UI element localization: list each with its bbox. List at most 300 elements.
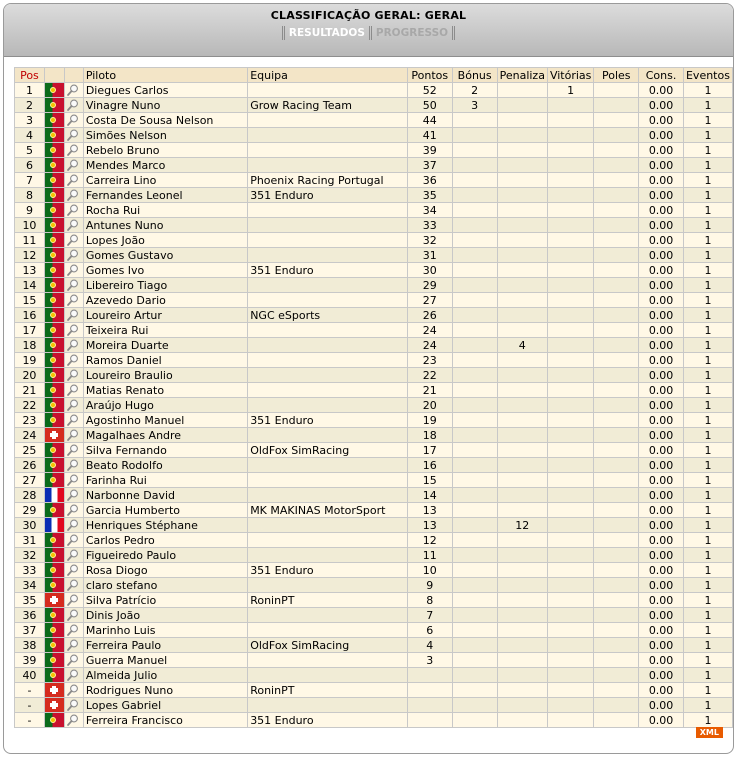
cell-equipa xyxy=(248,668,408,683)
flag-cell xyxy=(44,518,64,533)
cell-poles xyxy=(594,593,639,608)
cell-vitorias xyxy=(547,698,593,713)
driver-profile-icon[interactable] xyxy=(65,398,81,412)
table-row xyxy=(15,248,733,263)
profile-cell xyxy=(64,413,83,428)
flag-pt-icon xyxy=(45,548,64,562)
driver-profile-icon[interactable] xyxy=(65,428,81,442)
col-header-pos[interactable]: Pos xyxy=(15,68,45,83)
cell-poles xyxy=(594,653,639,668)
cell-penaliza xyxy=(497,233,547,248)
table-row xyxy=(15,113,733,128)
driver-profile-icon[interactable] xyxy=(65,128,81,142)
flag-cell xyxy=(44,698,64,713)
cell-bonus xyxy=(452,428,497,443)
cell-cons: 0.00 xyxy=(639,188,684,203)
cell-pos: - xyxy=(15,698,45,713)
cell-equipa: NGC eSports xyxy=(248,308,408,323)
driver-profile-icon[interactable] xyxy=(65,443,81,457)
driver-profile-icon[interactable] xyxy=(65,698,81,712)
table-row xyxy=(15,98,733,113)
cell-poles xyxy=(594,248,639,263)
tab-progresso[interactable]: PROGRESSO xyxy=(369,26,455,40)
driver-profile-icon[interactable] xyxy=(65,503,81,517)
driver-profile-icon[interactable] xyxy=(65,338,81,352)
flag-pt-icon xyxy=(45,623,64,637)
cell-poles xyxy=(594,503,639,518)
cell-pos: 40 xyxy=(15,668,45,683)
cell-pos: 4 xyxy=(15,128,45,143)
cell-vitorias xyxy=(547,308,593,323)
cell-penaliza xyxy=(497,173,547,188)
cell-eventos: 1 xyxy=(683,548,732,563)
cell-poles xyxy=(594,608,639,623)
cell-piloto[interactable]: Ramos Daniel xyxy=(83,353,247,368)
cell-eventos: 1 xyxy=(683,308,732,323)
table-header-row xyxy=(15,68,733,83)
cell-eventos: 1 xyxy=(683,128,732,143)
profile-cell xyxy=(64,608,83,623)
flag-cell xyxy=(44,608,64,623)
cell-poles xyxy=(594,353,639,368)
table-row xyxy=(15,638,733,653)
cell-penaliza xyxy=(497,548,547,563)
cell-piloto[interactable]: Magalhaes Andre xyxy=(83,428,247,443)
cell-piloto[interactable]: Loureiro Artur xyxy=(83,308,247,323)
cell-piloto[interactable]: Teixeira Rui xyxy=(83,323,247,338)
flag-pt-icon xyxy=(45,233,64,247)
cell-piloto[interactable]: Carlos Pedro xyxy=(83,533,247,548)
cell-piloto[interactable]: Ferreira Francisco xyxy=(83,713,247,728)
cell-vitorias xyxy=(547,578,593,593)
profile-cell xyxy=(64,503,83,518)
cell-pontos: 19 xyxy=(407,413,452,428)
cell-eventos: 1 xyxy=(683,293,732,308)
driver-profile-icon[interactable] xyxy=(65,203,81,217)
flag-cell xyxy=(44,143,64,158)
cell-pos: 33 xyxy=(15,563,45,578)
flag-pt-icon xyxy=(45,218,64,232)
cell-pos: 9 xyxy=(15,203,45,218)
cell-vitorias xyxy=(547,188,593,203)
cell-eventos: 1 xyxy=(683,503,732,518)
cell-pos: 5 xyxy=(15,143,45,158)
cell-piloto[interactable]: Ferreira Paulo xyxy=(83,638,247,653)
cell-poles xyxy=(594,128,639,143)
table-row xyxy=(15,563,733,578)
cell-pontos: 32 xyxy=(407,233,452,248)
cell-pos: 11 xyxy=(15,233,45,248)
cell-eventos: 1 xyxy=(683,248,732,263)
cell-eventos: 1 xyxy=(683,323,732,338)
cell-cons: 0.00 xyxy=(639,128,684,143)
cell-piloto[interactable]: Rebelo Bruno xyxy=(83,143,247,158)
profile-cell xyxy=(64,458,83,473)
flag-cell xyxy=(44,353,64,368)
cell-piloto[interactable]: Araújo Hugo xyxy=(83,398,247,413)
tab-resultados[interactable]: RESULTADOS xyxy=(282,26,369,40)
cell-cons: 0.00 xyxy=(639,248,684,263)
cell-bonus xyxy=(452,263,497,278)
cell-penaliza xyxy=(497,608,547,623)
flag-pt-icon xyxy=(45,368,64,382)
cell-piloto[interactable]: claro stefano xyxy=(83,578,247,593)
cell-poles xyxy=(594,413,639,428)
cell-bonus xyxy=(452,173,497,188)
cell-piloto[interactable]: Loureiro Braulio xyxy=(83,368,247,383)
cell-piloto[interactable]: Antunes Nuno xyxy=(83,218,247,233)
driver-profile-icon[interactable] xyxy=(65,593,81,607)
driver-profile-icon[interactable] xyxy=(65,653,81,667)
col-header-bonus[interactable]: Bónus xyxy=(452,68,497,83)
flag-cell xyxy=(44,323,64,338)
table-row xyxy=(15,203,733,218)
profile-cell xyxy=(64,473,83,488)
table-row xyxy=(15,308,733,323)
cell-bonus xyxy=(452,563,497,578)
table-row xyxy=(15,218,733,233)
cell-eventos: 1 xyxy=(683,593,732,608)
cell-cons: 0.00 xyxy=(639,398,684,413)
driver-profile-icon[interactable] xyxy=(65,263,81,277)
cell-equipa: 351 Enduro xyxy=(248,563,408,578)
cell-piloto[interactable]: Figueiredo Paulo xyxy=(83,548,247,563)
cell-penaliza xyxy=(497,443,547,458)
cell-penaliza xyxy=(497,713,547,728)
profile-cell xyxy=(64,383,83,398)
profile-cell xyxy=(64,98,83,113)
flag-pt-icon xyxy=(45,383,64,397)
cell-pontos: 29 xyxy=(407,278,452,293)
flag-cell xyxy=(44,263,64,278)
cell-piloto[interactable]: Rocha Rui xyxy=(83,203,247,218)
cell-piloto[interactable]: Farinha Rui xyxy=(83,473,247,488)
cell-cons: 0.00 xyxy=(639,668,684,683)
col-header-eventos[interactable]: Eventos xyxy=(683,68,732,83)
cell-eventos: 1 xyxy=(683,143,732,158)
cell-eventos: 1 xyxy=(683,578,732,593)
table-row xyxy=(15,488,733,503)
cell-piloto[interactable]: Agostinho Manuel xyxy=(83,413,247,428)
cell-eventos: 1 xyxy=(683,398,732,413)
cell-piloto[interactable]: Carreira Lino xyxy=(83,173,247,188)
driver-profile-icon[interactable] xyxy=(65,353,81,367)
driver-profile-icon[interactable] xyxy=(65,578,81,592)
cell-piloto[interactable]: Marinho Luis xyxy=(83,623,247,638)
cell-piloto[interactable]: Lopes João xyxy=(83,233,247,248)
cell-piloto[interactable]: Gomes Gustavo xyxy=(83,248,247,263)
driver-profile-icon[interactable] xyxy=(65,143,81,157)
cell-poles xyxy=(594,83,639,98)
cell-bonus xyxy=(452,653,497,668)
cell-piloto[interactable]: Diegues Carlos xyxy=(83,83,247,98)
driver-profile-icon[interactable] xyxy=(65,458,81,472)
cell-cons: 0.00 xyxy=(639,158,684,173)
profile-cell xyxy=(64,323,83,338)
driver-profile-icon[interactable] xyxy=(65,233,81,247)
cell-poles xyxy=(594,698,639,713)
col-header-poles[interactable]: Poles xyxy=(594,68,639,83)
profile-cell xyxy=(64,428,83,443)
cell-eventos: 1 xyxy=(683,698,732,713)
flag-cell xyxy=(44,233,64,248)
tab-bar xyxy=(4,26,733,40)
driver-profile-icon[interactable] xyxy=(65,638,81,652)
driver-profile-icon[interactable] xyxy=(65,623,81,637)
cell-pontos: 6 xyxy=(407,623,452,638)
cell-bonus xyxy=(452,338,497,353)
driver-profile-icon[interactable] xyxy=(65,548,81,562)
cell-penaliza: 4 xyxy=(497,338,547,353)
driver-profile-icon[interactable] xyxy=(65,473,81,487)
cell-piloto[interactable]: Vinagre Nuno xyxy=(83,98,247,113)
cell-piloto[interactable]: Lopes Gabriel xyxy=(83,698,247,713)
cell-piloto[interactable]: Azevedo Dario xyxy=(83,293,247,308)
cell-bonus xyxy=(452,518,497,533)
cell-eventos: 1 xyxy=(683,428,732,443)
cell-equipa: OldFox SimRacing xyxy=(248,443,408,458)
cell-bonus xyxy=(452,113,497,128)
driver-profile-icon[interactable] xyxy=(65,713,81,727)
cell-penaliza: 12 xyxy=(497,518,547,533)
table-row xyxy=(15,653,733,668)
flag-cell xyxy=(44,158,64,173)
flag-pt-icon xyxy=(45,113,64,127)
driver-profile-icon[interactable] xyxy=(65,83,81,97)
cell-pos: 28 xyxy=(15,488,45,503)
cell-pontos: 23 xyxy=(407,353,452,368)
driver-profile-icon[interactable] xyxy=(65,173,81,187)
driver-profile-icon[interactable] xyxy=(65,323,81,337)
cell-pontos: 13 xyxy=(407,503,452,518)
cell-cons: 0.00 xyxy=(639,218,684,233)
cell-cons: 0.00 xyxy=(639,638,684,653)
cell-cons: 0.00 xyxy=(639,338,684,353)
cell-pos: 38 xyxy=(15,638,45,653)
profile-cell xyxy=(64,653,83,668)
profile-cell xyxy=(64,233,83,248)
cell-cons: 0.00 xyxy=(639,173,684,188)
cell-pos: 39 xyxy=(15,653,45,668)
driver-profile-icon[interactable] xyxy=(65,668,81,682)
driver-profile-icon[interactable] xyxy=(65,608,81,622)
profile-cell xyxy=(64,308,83,323)
driver-profile-icon[interactable] xyxy=(65,368,81,382)
col-header-piloto[interactable]: Piloto xyxy=(83,68,247,83)
flag-ch-icon xyxy=(45,428,64,442)
cell-pontos: 18 xyxy=(407,428,452,443)
cell-piloto[interactable]: Beato Rodolfo xyxy=(83,458,247,473)
cell-piloto[interactable]: Guerra Manuel xyxy=(83,653,247,668)
driver-profile-icon[interactable] xyxy=(65,218,81,232)
flag-pt-icon xyxy=(45,653,64,667)
cell-poles xyxy=(594,308,639,323)
cell-piloto[interactable]: Henriques Stéphane xyxy=(83,518,247,533)
cell-equipa xyxy=(248,428,408,443)
cell-equipa xyxy=(248,143,408,158)
cell-poles xyxy=(594,623,639,638)
cell-bonus xyxy=(452,143,497,158)
flag-cell xyxy=(44,83,64,98)
cell-piloto[interactable]: Moreira Duarte xyxy=(83,338,247,353)
cell-eventos: 1 xyxy=(683,278,732,293)
driver-profile-icon[interactable] xyxy=(65,278,81,292)
flag-cell xyxy=(44,653,64,668)
cell-pontos: 15 xyxy=(407,473,452,488)
driver-profile-icon[interactable] xyxy=(65,518,81,532)
profile-cell xyxy=(64,203,83,218)
flag-pt-icon xyxy=(45,503,64,517)
cell-penaliza xyxy=(497,308,547,323)
cell-poles xyxy=(594,563,639,578)
driver-profile-icon[interactable] xyxy=(65,413,81,427)
profile-cell xyxy=(64,293,83,308)
driver-profile-icon[interactable] xyxy=(65,248,81,262)
cell-vitorias xyxy=(547,608,593,623)
flag-cell xyxy=(44,338,64,353)
driver-profile-icon[interactable] xyxy=(65,383,81,397)
profile-cell xyxy=(64,668,83,683)
cell-cons: 0.00 xyxy=(639,608,684,623)
cell-bonus xyxy=(452,473,497,488)
cell-piloto[interactable]: Silva Fernando xyxy=(83,443,247,458)
cell-piloto[interactable]: Rosa Diogo xyxy=(83,563,247,578)
flag-cell xyxy=(44,278,64,293)
flag-pt-icon xyxy=(45,308,64,322)
cell-pos: 18 xyxy=(15,338,45,353)
cell-vitorias xyxy=(547,413,593,428)
cell-penaliza xyxy=(497,413,547,428)
cell-poles xyxy=(594,323,639,338)
cell-poles xyxy=(594,458,639,473)
driver-profile-icon[interactable] xyxy=(65,533,81,547)
flag-cell xyxy=(44,713,64,728)
table-row xyxy=(15,548,733,563)
cell-bonus xyxy=(452,158,497,173)
cell-piloto[interactable]: Simões Nelson xyxy=(83,128,247,143)
cell-cons: 0.00 xyxy=(639,713,684,728)
driver-profile-icon[interactable] xyxy=(65,488,81,502)
cell-piloto[interactable]: Narbonne David xyxy=(83,488,247,503)
flag-cell xyxy=(44,443,64,458)
flag-fr-icon xyxy=(45,488,64,502)
cell-pos: 3 xyxy=(15,113,45,128)
driver-profile-icon[interactable] xyxy=(65,158,81,172)
cell-vitorias xyxy=(547,503,593,518)
col-header-equipa[interactable]: Equipa xyxy=(248,68,408,83)
standings-table xyxy=(14,67,733,728)
cell-poles xyxy=(594,338,639,353)
cell-piloto[interactable]: Fernandes Leonel xyxy=(83,188,247,203)
col-header-penaliza[interactable]: Penaliza xyxy=(497,68,547,83)
table-row xyxy=(15,263,733,278)
col-header-cons[interactable]: Cons. xyxy=(639,68,684,83)
flag-ch-icon xyxy=(45,683,64,697)
table-row xyxy=(15,458,733,473)
cell-piloto[interactable]: Mendes Marco xyxy=(83,158,247,173)
cell-eventos: 1 xyxy=(683,158,732,173)
cell-bonus xyxy=(452,578,497,593)
profile-cell xyxy=(64,683,83,698)
profile-cell xyxy=(64,338,83,353)
cell-poles xyxy=(594,488,639,503)
cell-eventos: 1 xyxy=(683,188,732,203)
cell-eventos: 1 xyxy=(683,368,732,383)
cell-piloto[interactable]: Matias Renato xyxy=(83,383,247,398)
cell-poles xyxy=(594,293,639,308)
flag-pt-icon xyxy=(45,203,64,217)
xml-export-button[interactable]: XML xyxy=(696,727,723,738)
cell-piloto[interactable]: Costa De Sousa Nelson xyxy=(83,113,247,128)
profile-cell xyxy=(64,278,83,293)
cell-pos: 15 xyxy=(15,293,45,308)
driver-profile-icon[interactable] xyxy=(65,683,81,697)
cell-piloto[interactable]: Silva Patrício xyxy=(83,593,247,608)
cell-bonus: 3 xyxy=(452,98,497,113)
flag-pt-icon xyxy=(45,443,64,457)
driver-profile-icon[interactable] xyxy=(65,113,81,127)
cell-piloto[interactable]: Libereiro Tiago xyxy=(83,278,247,293)
cell-vitorias xyxy=(547,443,593,458)
flag-pt-icon xyxy=(45,473,64,487)
table-row xyxy=(15,578,733,593)
driver-profile-icon[interactable] xyxy=(65,188,81,202)
col-header-pontos[interactable]: Pontos xyxy=(407,68,452,83)
driver-profile-icon[interactable] xyxy=(65,308,81,322)
flag-pt-icon xyxy=(45,668,64,682)
driver-profile-icon[interactable] xyxy=(65,563,81,577)
flag-ch-icon xyxy=(45,698,64,712)
cell-bonus xyxy=(452,638,497,653)
cell-vitorias xyxy=(547,173,593,188)
driver-profile-icon[interactable] xyxy=(65,98,81,112)
col-header-vitorias[interactable]: Vitórias xyxy=(547,68,593,83)
cell-piloto[interactable]: Garcia Humberto xyxy=(83,503,247,518)
profile-cell xyxy=(64,158,83,173)
profile-cell xyxy=(64,248,83,263)
cell-bonus xyxy=(452,413,497,428)
cell-cons: 0.00 xyxy=(639,653,684,668)
table-row xyxy=(15,323,733,338)
cell-piloto[interactable]: Gomes Ivo xyxy=(83,263,247,278)
cell-piloto[interactable]: Rodrigues Nuno xyxy=(83,683,247,698)
cell-poles xyxy=(594,548,639,563)
cell-pos: 30 xyxy=(15,518,45,533)
driver-profile-icon[interactable] xyxy=(65,293,81,307)
cell-piloto[interactable]: Almeida Julio xyxy=(83,668,247,683)
cell-bonus xyxy=(452,398,497,413)
cell-bonus xyxy=(452,503,497,518)
cell-penaliza xyxy=(497,383,547,398)
cell-vitorias xyxy=(547,653,593,668)
profile-cell xyxy=(64,263,83,278)
table-row xyxy=(15,503,733,518)
cell-penaliza xyxy=(497,623,547,638)
cell-penaliza xyxy=(497,533,547,548)
cell-equipa xyxy=(248,608,408,623)
cell-vitorias xyxy=(547,683,593,698)
flag-cell xyxy=(44,488,64,503)
flag-pt-icon xyxy=(45,263,64,277)
table-row xyxy=(15,608,733,623)
cell-pontos: 35 xyxy=(407,188,452,203)
cell-pos: 16 xyxy=(15,308,45,323)
cell-pos: 8 xyxy=(15,188,45,203)
cell-penaliza xyxy=(497,473,547,488)
cell-pos: 17 xyxy=(15,323,45,338)
cell-pos: 12 xyxy=(15,248,45,263)
cell-piloto[interactable]: Dinis João xyxy=(83,608,247,623)
